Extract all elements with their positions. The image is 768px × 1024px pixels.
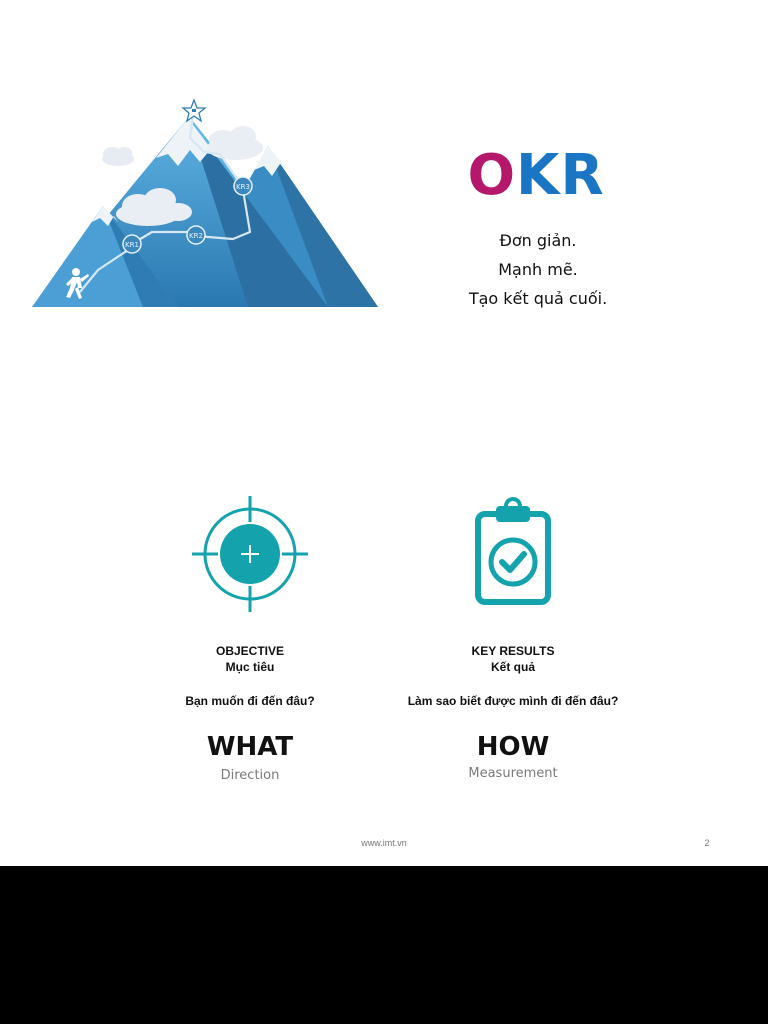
key-results-column <box>388 0 638 866</box>
tagline-line: Mạnh mẽ. <box>498 260 578 279</box>
tagline-line: Tạo kết quả cuối. <box>468 289 608 308</box>
page-number: 2 <box>704 838 710 848</box>
objective-label: OBJECTIVE <box>215 644 284 658</box>
clipboard-check-icon <box>474 496 554 606</box>
milestone-kr1-label: KR1 <box>125 241 139 249</box>
okr-logo-text: OKR <box>467 143 605 208</box>
key-results-keyword: HOW <box>476 732 550 762</box>
objective-keyword: WHAT <box>206 732 294 762</box>
objective-question: Bạn muốn đi đến đâu? <box>185 694 315 708</box>
objective-subtitle: Direction <box>220 768 280 783</box>
key-results-subtitle: Measurement <box>468 766 558 781</box>
key-results-question: Làm sao biết được mình đi đến đâu? <box>407 694 619 708</box>
milestone-kr3-label: KR3 <box>236 183 250 191</box>
key-results-label: KEY RESULTS <box>471 644 555 658</box>
key-results-label-vi: Kết quả <box>490 660 535 674</box>
cloud-icon <box>102 147 134 166</box>
target-crosshair-icon <box>192 496 308 612</box>
milestone-kr2-label: KR2 <box>189 232 203 240</box>
milestone-kr1 <box>123 235 141 253</box>
objective-label-vi: Mục tiêu <box>225 660 275 674</box>
tagline-line: Đơn giản. <box>499 231 577 250</box>
footer-url: www.imt.vn <box>361 838 407 848</box>
objective-column <box>150 0 350 866</box>
okr-logo-source: OKR <box>456 132 459 133</box>
